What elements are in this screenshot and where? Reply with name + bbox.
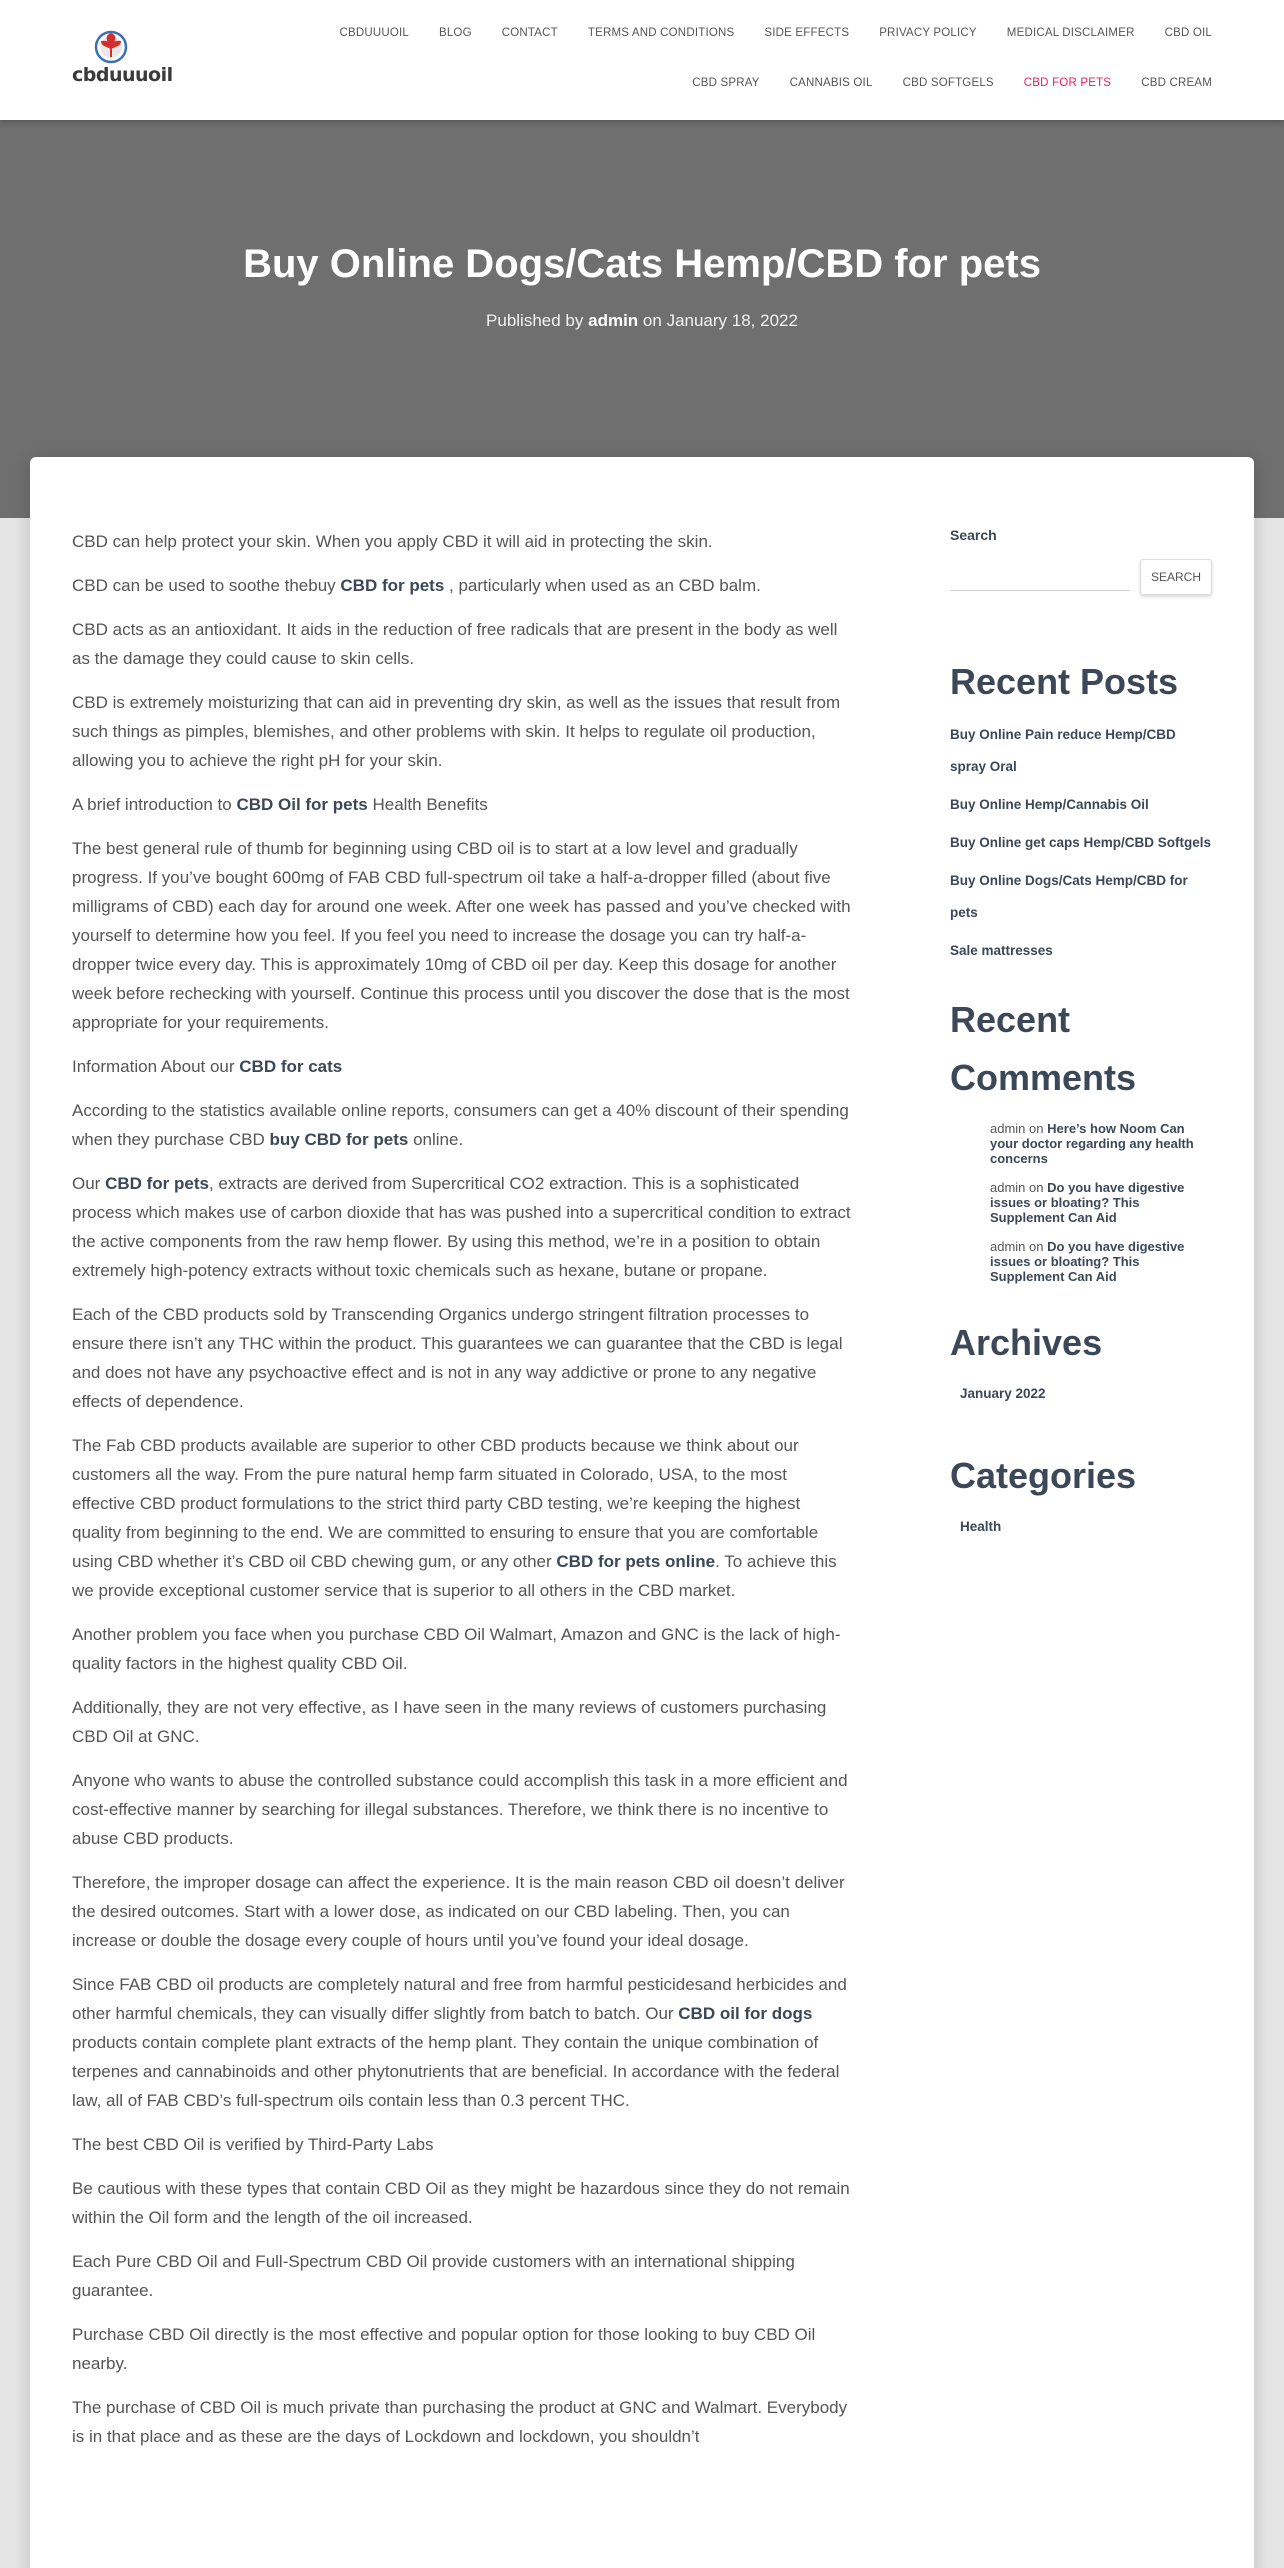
comment-on: on	[1029, 1121, 1044, 1136]
recent-post-link[interactable]: Buy Online Hemp/Cannabis Oil	[950, 797, 1149, 812]
paragraph-text: Another problem you face when you purchase CBD Oil Walmart, Amazon and GNC is the lack of high-quality factors in the highest quality CBD Oil.	[72, 1625, 841, 1673]
keyword-link[interactable]: buy CBD for pets	[269, 1130, 409, 1149]
nav-item-side-effects[interactable]: SIDE EFFECTS	[764, 27, 850, 39]
nav-item-terms-and-conditions[interactable]: TERMS AND CONDITIONS	[587, 27, 735, 39]
article-paragraph	[72, 1970, 852, 2115]
article-paragraph	[72, 1096, 852, 1154]
recent-post-link[interactable]: Buy Online Dogs/Cats Hemp/CBD for pets	[950, 873, 1188, 920]
article-paragraph	[72, 2320, 852, 2378]
paragraph-text: . To achieve this we provide exceptional customer service that is superior to all others in the CBD market.	[72, 1552, 837, 1600]
archives-list	[960, 1386, 1212, 1401]
recent-posts-list	[950, 719, 1212, 967]
archives-heading: Archives	[950, 1322, 1103, 1363]
paragraph-text: The best general rule of thumb for beginning using CBD oil is to start at a low level and gradually progress. If you’ve bought 600mg of FAB CBD full-spectrum oil take a half-a-dropper filled (about five milligrams of CBD) each day for around one week. After one week has passed and you’ve checked with yourself to determine how you feel. If you feel you need to increase the dosage you can try half-a-dropper twice every day. This is approximately 10mg of CBD oil per day. Keep this dosage for another week before rechecking with yourself. Continue this process until you discover the dose that is the most appropriate for your requirements.	[72, 839, 851, 1032]
keyword-link[interactable]: CBD for cats	[239, 1057, 343, 1076]
article-paragraph	[72, 1620, 852, 1678]
paragraph-text: CBD is extremely moisturizing that can aid in preventing dry skin, as well as the issues that result from such things as pimples, blemishes, and other problems with skin. It helps to regulate oil production, allowing you to achieve the right pH for your skin.	[72, 693, 841, 770]
paragraph-text: Our	[72, 1174, 106, 1193]
author-link[interactable]: admin	[588, 311, 639, 330]
sidebar	[950, 527, 1212, 1534]
article-paragraph	[72, 2130, 852, 2159]
search-form	[950, 559, 1212, 599]
keyword-link[interactable]: CBD for pets	[105, 1174, 209, 1193]
article-paragraph	[72, 1868, 852, 1955]
article-paragraph	[72, 1300, 852, 1416]
brand-name: cbduuuoil	[72, 64, 173, 86]
hemp-leaf-icon	[92, 30, 130, 64]
paragraph-text: Anyone who wants to abuse the controlled substance could accomplish this task in a more efficient and cost-effective manner by searching for illegal substances. Therefore, we think there is no incentive to abuse CBD products.	[72, 1771, 848, 1848]
nav-item-blog[interactable]: BLOG	[438, 27, 472, 39]
article-paragraph	[72, 1431, 852, 1605]
nav-row-primary	[324, 24, 1212, 42]
article-content	[72, 527, 852, 2466]
comment-author: admin	[990, 1121, 1026, 1136]
paragraph-text: The best CBD Oil is verified by Third-Party Labs	[72, 2135, 434, 2154]
paragraph-text: A brief introduction to	[72, 795, 237, 814]
nav-item-cbd-cream[interactable]: CBD CREAM	[1141, 77, 1212, 89]
paragraph-text: Information About our	[72, 1057, 240, 1076]
nav-item-privacy-policy[interactable]: PRIVACY POLICY	[879, 27, 977, 39]
nav-item-cbd-for-pets[interactable]: CBD FOR PETS	[1023, 77, 1112, 89]
category-link[interactable]: Health	[960, 1519, 1002, 1534]
comment-on: on	[1029, 1180, 1044, 1195]
brand-link[interactable]	[72, 30, 173, 90]
post-meta	[0, 311, 1284, 331]
search-label: Search	[950, 527, 997, 543]
recent-comments-list	[990, 1121, 1212, 1284]
nav-item-contact[interactable]: CONTACT	[501, 27, 558, 39]
nav-item-medical-disclaimer[interactable]: MEDICAL DISCLAIMER	[1006, 27, 1135, 39]
article-paragraph	[72, 1052, 852, 1081]
paragraph-text: Health Benefits	[367, 795, 488, 814]
recent-comments-heading: Recent Comments	[950, 999, 1137, 1098]
archive-link[interactable]: January 2022	[960, 1386, 1046, 1401]
post-date: January 18, 2022	[666, 311, 798, 330]
search-input[interactable]	[950, 563, 1130, 591]
nav-item-cbd-spray[interactable]: CBD SPRAY	[692, 77, 760, 89]
paragraph-text: Additionally, they are not very effective, as I have seen in the many reviews of customers purchasing CBD Oil at GNC.	[72, 1698, 827, 1746]
comment-post-link[interactable]: Do you have digestive issues or bloating? This Supplement Can Aid	[990, 1239, 1185, 1284]
paragraph-text: , particularly when used as an CBD balm.	[444, 576, 761, 595]
paragraph-text: CBD acts as an antioxidant. It aids in the reduction of free radicals that are present in the body as well as the damage they could cause to skin cells.	[72, 620, 838, 668]
comment-on: on	[1029, 1239, 1044, 1254]
article-paragraph	[72, 2174, 852, 2232]
comment-post-link[interactable]: Do you have digestive issues or bloating? This Supplement Can Aid	[990, 1180, 1185, 1225]
article-paragraph	[72, 688, 852, 775]
paragraph-text: According to the statistics available online reports, consumers can get a 40% discount of their spending when they purchase CBD	[72, 1101, 849, 1149]
paragraph-text: Each Pure CBD Oil and Full-Spectrum CBD Oil provide customers with an international shipping guarantee.	[72, 2252, 795, 2300]
page-title: Buy Online Dogs/Cats Hemp/CBD for pets	[243, 242, 1041, 286]
recent-comment	[990, 1121, 1212, 1166]
categories-heading: Categories	[950, 1455, 1137, 1496]
paragraph-text: Be cautious with these types that contain CBD Oil as they might be hazardous since they do not remain within the Oil form and the length of the oil increased.	[72, 2179, 850, 2227]
nav-item-cbd-softgels[interactable]: CBD SOFTGELS	[902, 77, 994, 89]
paragraph-text: products contain complete plant extracts of the hemp plant. They contain the unique combination of terpenes and cannabinoids and other phytonutrients that are beneficial. In accordance with the federal law, all of FAB CBD’s full-spectrum oils contain less than 0.3 percent THC.	[72, 2033, 840, 2110]
nav-item-cannabis-oil[interactable]: CANNABIS OIL	[789, 77, 873, 89]
article-paragraph	[72, 571, 852, 600]
article-paragraph	[72, 615, 852, 673]
article-paragraph	[72, 1766, 852, 1853]
nav-row-secondary	[677, 74, 1212, 92]
categories-list	[960, 1519, 1212, 1534]
paragraph-text: The purchase of CBD Oil is much private than purchasing the product at GNC and Walmart. Everybody is in that place and as these are the days of Lockdown and lockdown, you shouldn’t	[72, 2398, 848, 2446]
recent-comment	[990, 1239, 1212, 1284]
article-paragraph	[72, 834, 852, 1037]
paragraph-text: , extracts are derived from Supercritical CO2 extraction. This is a sophisticated process which makes use of carbon dioxide that has was pushed into a supercritical condition to extract the active components from the raw hemp flower. By using this method, we’re in a position to obtain extremely high-potency extracts without toxic chemicals such as hexane, butane or propane.	[72, 1174, 851, 1280]
paragraph-text: Each of the CBD products sold by Transcending Organics undergo stringent filtration processes to ensure there isn’t any THC within the product. This guarantees we can guarantee that the CBD is legal and does not have any psychoactive effect and is not in any way addictive or prone to any negative effects of dependence.	[72, 1305, 843, 1411]
paragraph-text: Purchase CBD Oil directly is the most effective and popular option for those looking to buy CBD Oil nearby.	[72, 2325, 816, 2373]
keyword-link[interactable]: CBD Oil for pets	[236, 795, 368, 814]
paragraph-text: Since FAB CBD oil products are completely natural and free from harmful pesticidesand herbicides and other harmful chemicals, they can visually differ slightly from batch to batch. Our	[72, 1975, 847, 2023]
article-paragraph	[72, 527, 852, 556]
main-card	[30, 457, 1254, 2568]
recent-post-link[interactable]: Buy Online Pain reduce Hemp/CBD spray Oral	[950, 727, 1176, 774]
published-prefix: Published by	[486, 311, 584, 330]
date-prefix: on	[642, 311, 662, 330]
recent-comment	[990, 1180, 1212, 1225]
keyword-link[interactable]: CBD for pets	[340, 576, 445, 595]
comment-post-link[interactable]: Here’s how Noom Can your doctor regarding any health concerns	[990, 1121, 1194, 1166]
paragraph-text: CBD can help protect your skin. When you apply CBD it will aid in protecting the skin.	[72, 532, 713, 551]
nav-item-cbd-oil[interactable]: CBD OIL	[1164, 27, 1212, 39]
recent-post-link[interactable]: Sale mattresses	[950, 943, 1053, 958]
article-paragraph	[72, 1693, 852, 1751]
recent-posts-heading: Recent Posts	[950, 661, 1179, 702]
top-navbar	[0, 0, 1284, 120]
article-paragraph	[72, 2247, 852, 2305]
keyword-link[interactable]: CBD oil for dogs	[678, 2004, 813, 2023]
article-paragraph	[72, 2393, 852, 2451]
article-paragraph	[72, 790, 852, 819]
article-paragraph	[72, 1169, 852, 1285]
paragraph-text: CBD can be used to soothe thebuy	[72, 576, 341, 595]
nav-item-cbduuuoil[interactable]: CBDUUUOIL	[339, 27, 409, 39]
recent-post-link[interactable]: Buy Online get caps Hemp/CBD Softgels	[950, 835, 1212, 850]
comment-author: admin	[990, 1239, 1026, 1254]
search-button[interactable]: SEARCH	[1140, 559, 1212, 595]
paragraph-text: Therefore, the improper dosage can affect the experience. It is the main reason CBD oil doesn’t deliver the desired outcomes. Start with a lower dose, as indicated on our CBD labeling. Then, you can increase or double the dosage every couple of hours until you’ve found your ideal dosage.	[72, 1873, 845, 1950]
paragraph-text: The Fab CBD products available are superior to other CBD products because we think about our customers all the way. From the pure natural hemp farm situated in Colorado, USA, to the most effective CBD product formulations to the strict third party CBD testing, we’re keeping the highest quality from beginning to the end. We are committed to ensuring to ensure that you are comfortable using CBD whether it’s CBD oil CBD chewing gum, or any other	[72, 1436, 819, 1571]
paragraph-text: online.	[408, 1130, 464, 1149]
keyword-link[interactable]: CBD for pets online	[556, 1552, 716, 1571]
comment-author: admin	[990, 1180, 1026, 1195]
